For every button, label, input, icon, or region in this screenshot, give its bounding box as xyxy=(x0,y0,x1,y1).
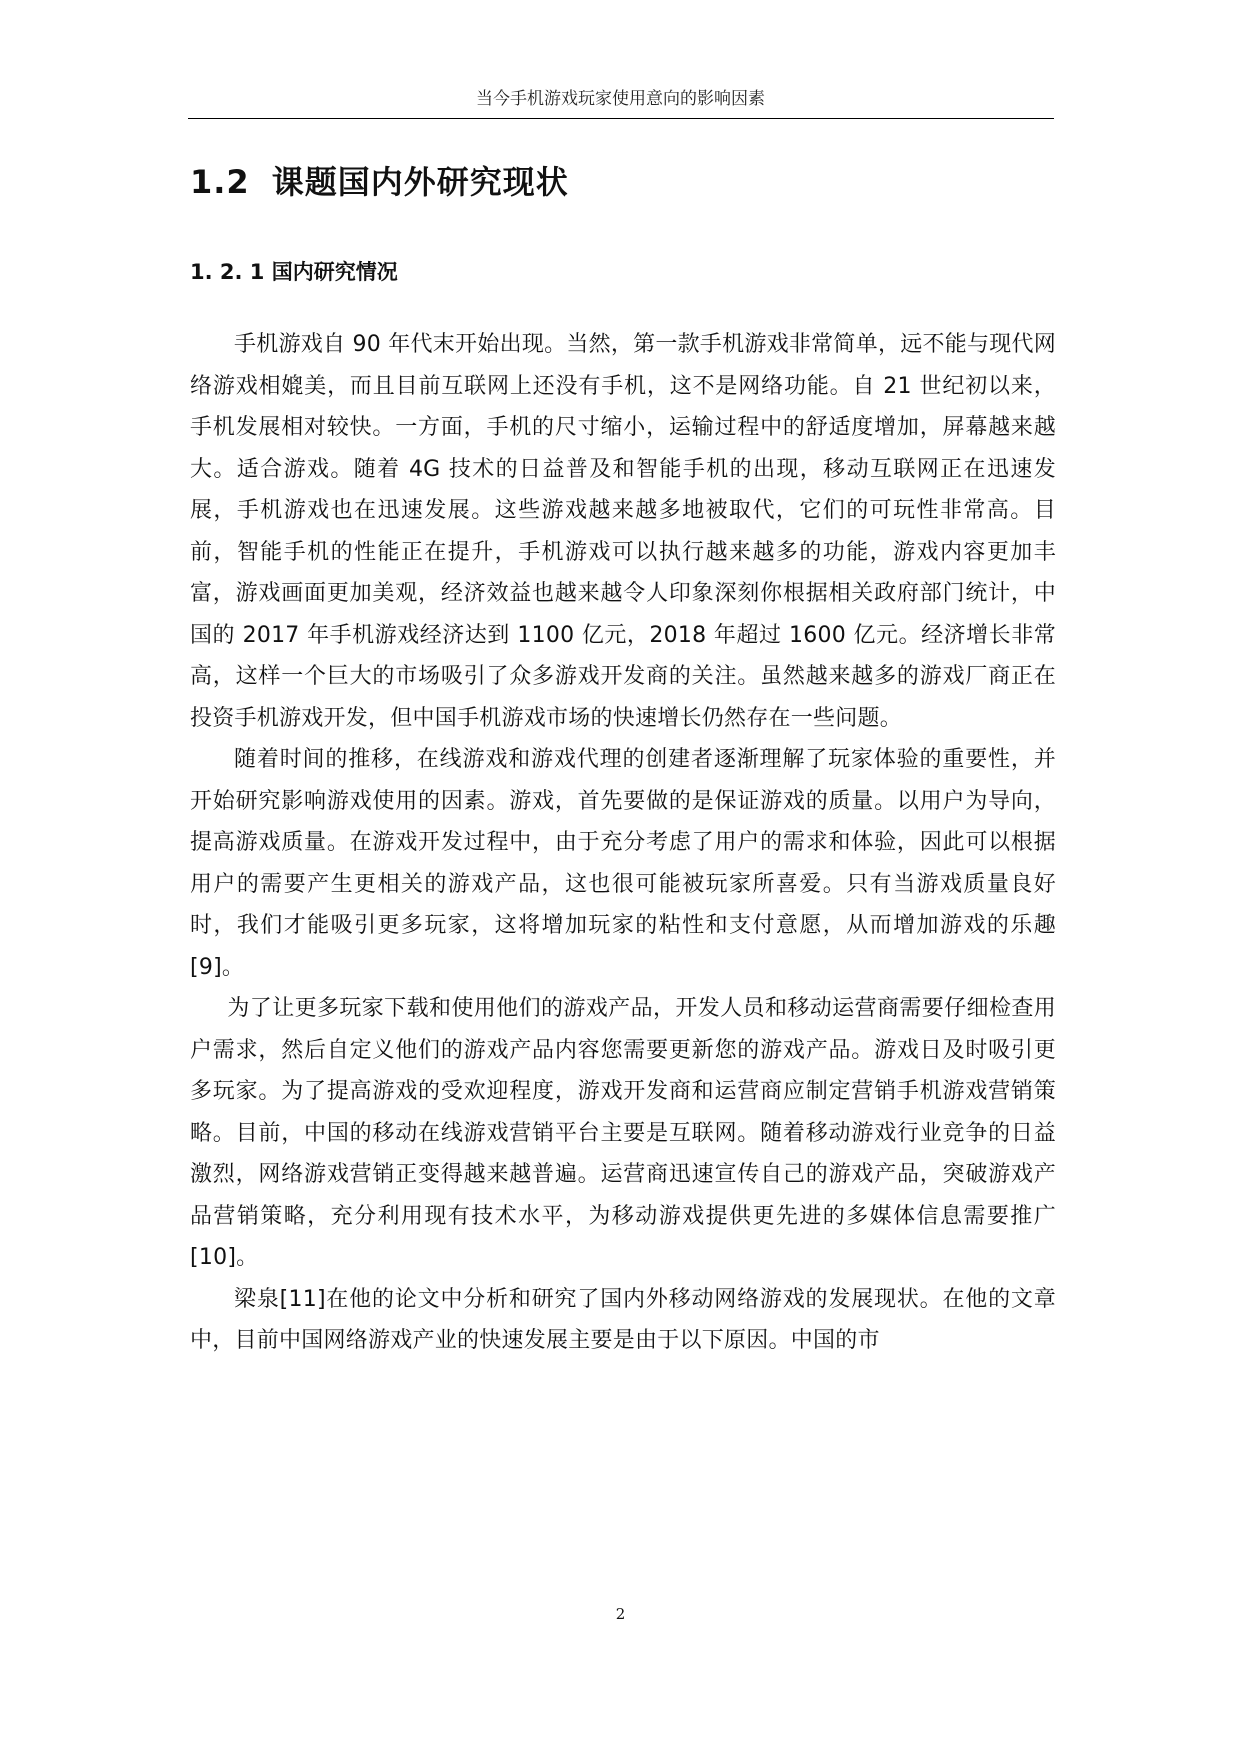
section-title: 课题国内外研究现状 xyxy=(271,163,569,201)
header-rule xyxy=(188,118,1054,119)
section-number: 1.2 xyxy=(190,163,250,201)
paragraph: 手机游戏自 90 年代末开始出现。当然，第一款手机游戏非常简单，远不能与现代网络游戏相媲美，而且目前互联网上还没有手机，这不是网络功能。自 21 世纪初以来，手机发展相对较快。一方面，手机的尺寸缩小，运输过程中的舒适度增加，屏幕越来越大。适合游戏。随着 4G 技术的日益普及和智能手机的出现，移动互联网正在迅速发展，手机游戏也在迅速发展。这些游戏越来越多地被取代，它们的可玩性非常高。目前，智能手机的性能正在提升，手机游戏可以执行越来越多的功能，游戏内容更加丰富，游戏画面更加美观，经济效益也越来越令人印象深刻你根据相关政府部门统计，中国的 2017 年手机游戏经济达到 1100 亿元，2018 年超过 1600 亿元。经济增长非常高，这样一个巨大的市场吸引了众多游戏开发商的关注。虽然越来越多的游戏厂商正在投资手机游戏开发，但中国手机游戏市场的快速增长仍然存在一些问题。 xyxy=(190,332,1056,731)
page-number: 2 xyxy=(615,1605,626,1623)
section-heading xyxy=(190,162,569,202)
running-header: 当今手机游戏玩家使用意向的影响因素 xyxy=(476,89,765,109)
body-text xyxy=(190,324,1056,1362)
paragraph: 随着时间的推移，在线游戏和游戏代理的创建者逐渐理解了玩家体验的重要性，并开始研究影响游戏使用的因素。游戏，首先要做的是保证游戏的质量。以用户为导向，提高游戏质量。在游戏开发过程中，由于充分考虑了用户的需求和体验，因此可以根据用户的需要产生更相关的游戏产品，这也很可能被玩家所喜爱。只有当游戏质量良好时，我们才能吸引更多玩家，这将增加玩家的粘性和支付意愿，从而增加游戏的乐趣[9]。 xyxy=(190,747,1056,980)
paragraph: 为了让更多玩家下载和使用他们的游戏产品，开发人员和移动运营商需要仔细检查用户需求，然后自定义他们的游戏产品内容您需要更新您的游戏产品。游戏日及时吸引更多玩家。为了提高游戏的受欢迎程度，游戏开发商和运营商应制定营销手机游戏营销策略。目前，中国的移动在线游戏营销平台主要是互联网。随着移动游戏行业竞争的日益激烈，网络游戏营销正变得越来越普遍。运营商迅速宣传自己的游戏产品，突破游戏产品营销策略，充分利用现有技术水平，为移动游戏提供更先进的多媒体信息需要推广[10]。 xyxy=(190,996,1056,1270)
paragraph: 梁泉[11]在他的论文中分析和研究了国内外移动网络游戏的发展现状。在他的文章中，目前中国网络游戏产业的快速发展主要是由于以下原因。中国的市 xyxy=(190,1286,1056,1353)
subsection-heading: 1. 2. 1 国内研究情况 xyxy=(190,260,398,284)
